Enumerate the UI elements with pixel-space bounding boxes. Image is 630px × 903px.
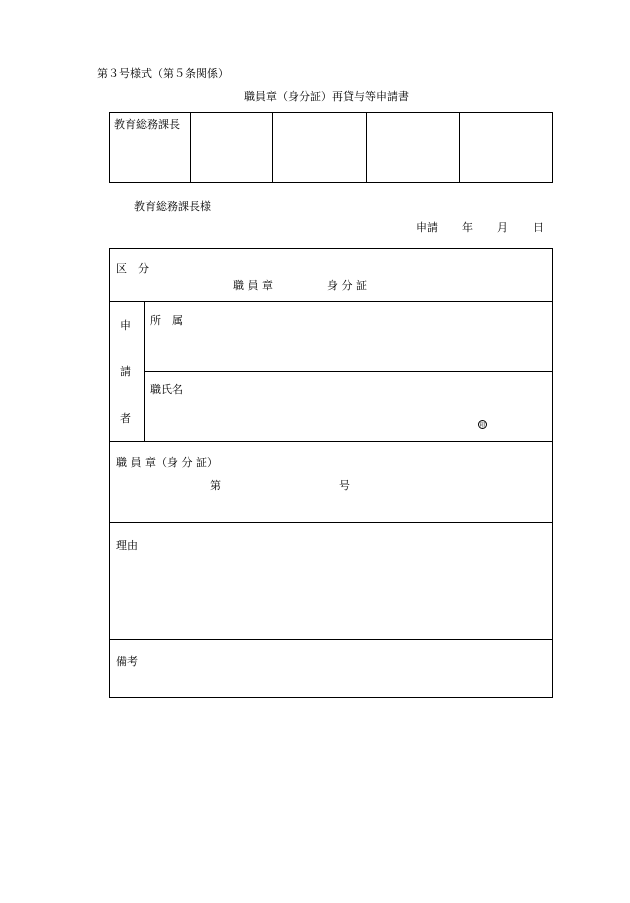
day-label: 日 [533,221,544,234]
badge-number-label: 職 員 章（身 分 証） [116,456,218,469]
row-divider [109,639,553,640]
month-label: 月 [497,221,508,234]
category-option-staff-badge[interactable]: 職 員 章 [233,279,273,292]
badge-number-prefix: 第 [210,479,221,492]
seal-icon: 印 [479,422,486,429]
affiliation-label: 所 属 [150,314,183,327]
row-divider [109,441,553,442]
badge-number-suffix: 号 [339,479,350,492]
category-label: 区 分 [116,262,149,275]
applicant-side-label-1: 申 [120,319,131,332]
remarks-label: 備考 [116,655,138,668]
document-title: 職員章（身分証）再貸与等申請書 [244,90,409,103]
approval-divider [272,112,273,183]
approval-divider [459,112,460,183]
year-label: 年 [462,221,473,234]
approval-divider [366,112,367,183]
applicant-column-divider [144,301,145,441]
approval-cell-label: 教育総務課長 [114,118,180,131]
row-divider [109,301,553,302]
applicant-side-label-3: 者 [120,412,131,425]
name-label: 職氏名 [150,383,183,396]
row-divider [109,522,553,523]
reason-label: 理由 [116,539,138,552]
form-number: 第３号様式（第５条関係） [97,67,229,80]
category-option-id-card[interactable]: 身 分 証 [327,279,367,292]
applicant-side-label-2: 請 [120,365,131,378]
addressee: 教育総務課長様 [134,200,211,213]
row-divider [144,371,553,372]
apply-label: 申請 [416,221,438,234]
approval-divider [190,112,191,183]
